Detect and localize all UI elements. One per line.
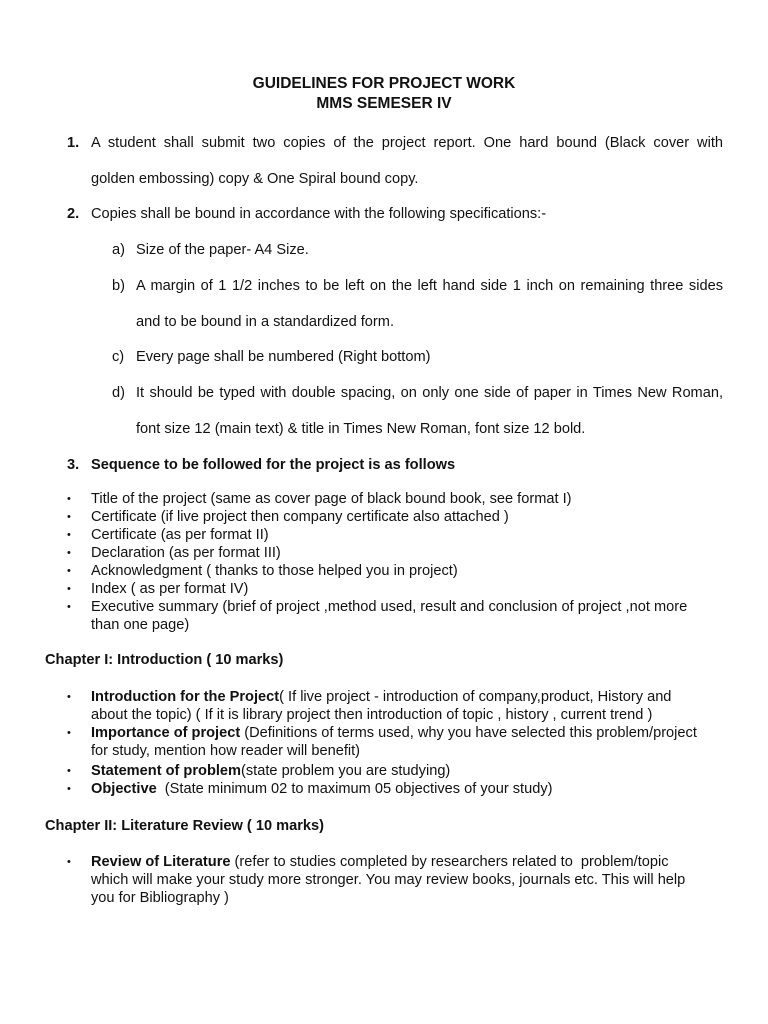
chapter-1-importance-line-2: for study, mention how reader will benefit) [91,743,361,759]
chapter-2-heading: Chapter II: Literature Review ( 10 marks) [45,818,324,834]
chapter-1-intro-line-1 [91,688,671,706]
objective-text: (State minimum 02 to maximum 05 objectives of your study) [156,781,553,797]
item-1-line-1: A student shall submit two copies of the project report. One hard bound (Black cover with [91,135,723,151]
item-2a-letter: a) [112,242,125,258]
document-title: GUIDELINES FOR PROJECT WORK [252,75,516,92]
sequence-item: Executive summary (brief of project ,method used, result and conclusion of project ,not more [91,599,688,615]
sequence-item: Certificate (if live project then company certificate also attached ) [91,509,509,525]
chapter-2-review-line-3: you for Bibliography ) [91,890,229,906]
statement-text: (state problem you are studying) [241,763,451,779]
objective-bold-label: Objective [91,781,157,797]
item-3-number: 3. [67,457,80,473]
sequence-item: Acknowledgment ( thanks to those helped you in project) [91,563,458,579]
item-3-text: Sequence to be followed for the project is as follows [91,457,456,473]
sequence-item: Title of the project (same as cover page of black bound book, see format I) [91,491,572,507]
bullet-icon: • [67,783,71,795]
bullet-icon: • [67,547,71,559]
chapter-1-heading: Chapter I: Introduction ( 10 marks) [45,652,284,668]
importance-bold-label: Importance of project [91,725,241,741]
chapter-1-statement [91,762,450,780]
bullet-icon: • [67,565,71,577]
item-2b-line-2: and to be bound in a standardized form. [136,314,394,330]
sequence-item-continuation: than one page) [91,617,190,633]
sequence-item: Declaration (as per format III) [91,545,281,561]
chapter-2-review-line-2: which will make your study more stronger. You may review books, journals etc. This will help [91,872,686,888]
review-text: (refer to studies completed by researchers related to problem/topic [230,854,669,870]
item-1-line-2: golden embossing) copy & One Spiral bound copy. [91,171,419,187]
item-2-number: 2. [67,206,80,222]
bullet-icon: • [67,691,71,703]
item-1-number: 1. [67,135,80,151]
bullet-icon: • [67,583,71,595]
review-bold-label: Review of Literature [91,854,231,870]
bullet-icon: • [67,511,71,523]
bullet-icon: • [67,493,71,505]
bullet-icon: • [67,856,71,868]
chapter-1-objective [91,780,553,798]
chapter-1-intro-line-2: about the topic) ( If it is library project then introduction of topic , history , current trend ) [91,707,653,723]
chapter-2-review-line-1 [91,853,669,871]
item-2b-line-1: A margin of 1 1/2 inches to be left on the left hand side 1 inch on remaining three sides [136,278,723,294]
item-2-text: Copies shall be bound in accordance with the following specifications:- [91,206,547,222]
sequence-item: Certificate (as per format II) [91,527,269,543]
bullet-icon: • [67,529,71,541]
intro-text: ( If live project - introduction of company,product, History and [279,689,672,705]
item-2a-text: Size of the paper- A4 Size. [136,242,309,258]
bullet-icon: • [67,765,71,777]
item-2d-letter: d) [112,385,125,401]
statement-bold-label: Statement of problem [91,763,242,779]
item-2c-letter: c) [112,349,125,365]
item-2c-text: Every page shall be numbered (Right bottom) [136,349,431,365]
sequence-item: Index ( as per format IV) [91,581,249,597]
bullet-icon: • [67,601,71,613]
item-2d-line-1: It should be typed with double spacing, on only one side of paper in Times New Roman, [136,385,723,401]
document-subtitle: MMS SEMESER IV [316,95,452,112]
item-2d-line-2: font size 12 (main text) & title in Times New Roman, font size 12 bold. [136,421,586,437]
chapter-1-importance-line-1 [91,724,697,742]
bullet-icon: • [67,727,71,739]
item-2b-letter: b) [112,278,125,294]
intro-bold-label: Introduction for the Project [91,689,280,705]
importance-text: (Definitions of terms used, why you have selected this problem/project [240,725,697,741]
